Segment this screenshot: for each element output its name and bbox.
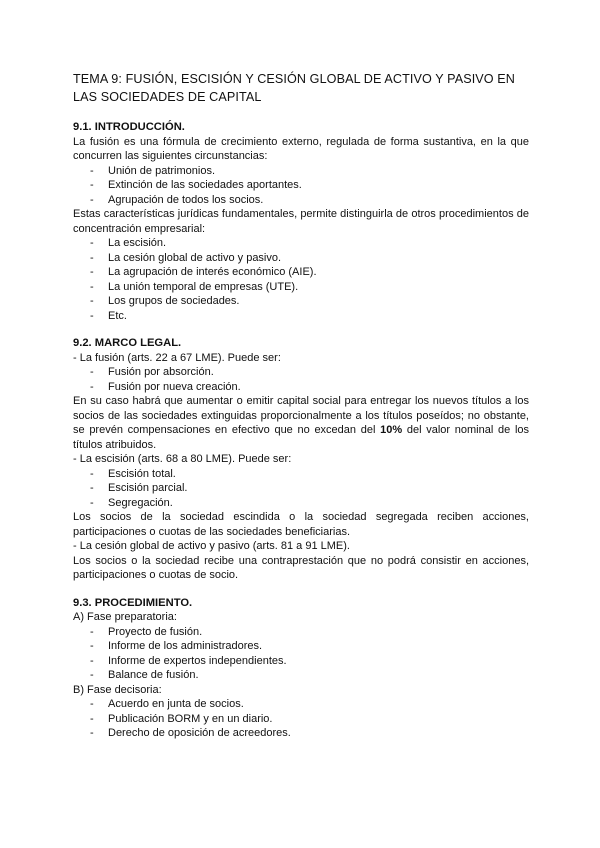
list-fusion-tipos bbox=[73, 365, 529, 394]
list-item: - Segregación. bbox=[73, 496, 529, 511]
section-heading-procedimiento: 9.3. PROCEDIMIENTO. bbox=[73, 596, 193, 609]
list-item: - Escisión total. bbox=[73, 467, 529, 482]
paragraph: Estas características jurídicas fundamentales, permite distinguirla de otros procedimientos de concentración empresarial: bbox=[73, 208, 529, 235]
paragraph: - La cesión global de activo y pasivo (arts. 81 a 91 LME). bbox=[73, 540, 350, 552]
section-heading-marco-legal: 9.2. MARCO LEGAL. bbox=[73, 337, 182, 349]
paragraph bbox=[73, 394, 529, 452]
list-item: - La agrupación de interés económico (AIE). bbox=[73, 265, 529, 280]
bold-text: 10% bbox=[380, 424, 403, 436]
list-procedimientos bbox=[73, 236, 529, 323]
list-item: - La cesión global de activo y pasivo. bbox=[73, 251, 529, 266]
paragraph: Los socios o la sociedad recibe una contraprestación que no podrá consistir en acciones, participaciones o cuotas de socio. bbox=[73, 554, 529, 581]
list-item: - Balance de fusión. bbox=[73, 668, 529, 683]
list-fase-decisoria bbox=[73, 697, 529, 741]
list-fase-preparatoria bbox=[73, 625, 529, 683]
list-item: - Fusión por nueva creación. bbox=[73, 380, 529, 395]
list-item: - La unión temporal de empresas (UTE). bbox=[73, 280, 529, 295]
list-item: - Fusión por absorción. bbox=[73, 365, 529, 380]
paragraph: B) Fase decisoria: bbox=[73, 683, 162, 696]
paragraph: Los socios de la sociedad escindida o la sociedad segregada reciben acciones, participaciones o cuotas de las sociedades beneficiarias. bbox=[73, 511, 529, 538]
list-item: - Escisión parcial. bbox=[73, 481, 529, 496]
list-item: - Derecho de oposición de acreedores. bbox=[73, 726, 529, 741]
list-item: - Informe de los administradores. bbox=[73, 639, 529, 654]
paragraph: La fusión es una fórmula de crecimiento externo, regulada de forma sustantiva, en la que concurren las siguientes circunstancias: bbox=[73, 135, 529, 162]
list-item: - Agrupación de todos los socios. bbox=[73, 193, 529, 208]
page-title: TEMA 9: FUSIÓN, ESCISIÓN Y CESIÓN GLOBAL DE ACTIVO Y PASIVO EN LAS SOCIEDADES DE CAPITAL bbox=[73, 72, 515, 104]
list-item: - Extinción de las sociedades aportantes. bbox=[73, 178, 529, 193]
paragraph: - La fusión (arts. 22 a 67 LME). Puede ser: bbox=[73, 351, 281, 364]
list-item: - Unión de patrimonios. bbox=[73, 164, 529, 179]
list-item: - La escisión. bbox=[73, 236, 529, 251]
section-heading-intro: 9.1. INTRODUCCIÓN. bbox=[73, 121, 185, 133]
list-escision-tipos bbox=[73, 467, 529, 511]
list-item: - Acuerdo en junta de socios. bbox=[73, 697, 529, 712]
text-run: En su caso habrá que aumentar o emitir capital social para entregar los nuevos títulos a los socios de las sociedades extinguidas proporcionalmente a los títulos poseídos; no obstante, se prevén compensaciones en efectivo que no excedan del bbox=[73, 395, 529, 436]
list-item: - Informe de expertos independientes. bbox=[73, 654, 529, 669]
list-item: - Publicación BORM y en un diario. bbox=[73, 712, 529, 727]
list-item: - Proyecto de fusión. bbox=[73, 625, 529, 640]
text-run: del valor nominal de los títulos atribuidos. bbox=[73, 424, 530, 451]
paragraph: A) Fase preparatoria: bbox=[73, 611, 177, 623]
paragraph: - La escisión (arts. 68 a 80 LME). Puede ser: bbox=[73, 453, 292, 465]
list-circunstancias bbox=[73, 164, 529, 208]
list-item: - Los grupos de sociedades. bbox=[73, 294, 529, 309]
list-item: - Etc. bbox=[73, 309, 529, 324]
